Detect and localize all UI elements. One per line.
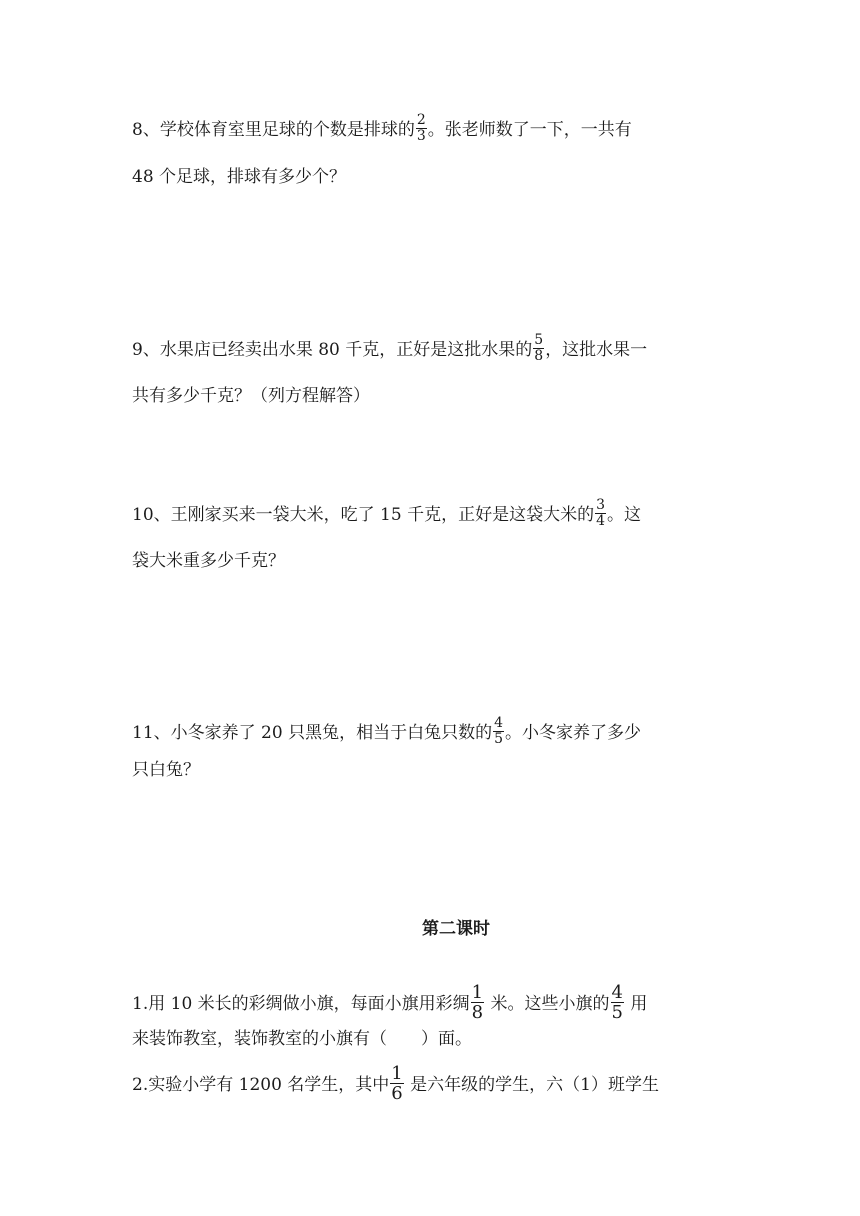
p1-line-2: 来装饰教室，装饰教室的小旗有（ ）面。 — [132, 1029, 472, 1049]
fraction-numerator: 1 — [391, 1063, 403, 1084]
q9-line-1 — [132, 332, 648, 364]
q11-fraction — [493, 716, 504, 747]
p2-text-a: 2.实验小学有 1200 名学生，其中 — [132, 1075, 390, 1095]
fraction-denominator: 5 — [611, 1002, 623, 1023]
fraction-numerator: 3 — [596, 497, 605, 513]
q10-line-2: 袋大米重多少千克？ — [132, 551, 285, 571]
fraction-numerator: 1 — [471, 982, 484, 1003]
p1-text-a: 1.用 10 米长的彩绸做小旗，每面小旗用彩绸 — [132, 994, 470, 1014]
p1-text-b: 米。这些小旗的 — [485, 994, 610, 1014]
p2-fraction — [390, 1064, 403, 1103]
p1-fraction-1 — [471, 983, 484, 1022]
p2-line-1 — [132, 1063, 659, 1104]
q8-fraction — [416, 113, 427, 144]
fraction-denominator: 5 — [494, 731, 503, 747]
q8-text-pre: 8、学校体育室里足球的个数是排球的 — [132, 120, 415, 140]
q10-line-1 — [132, 497, 641, 529]
q8-line-2: 48 个足球，排球有多少个？ — [132, 167, 347, 187]
q10-text-post: 。这 — [607, 505, 641, 525]
q8-text-post: 。张老师数了一下，一共有 — [427, 120, 632, 140]
p1-line-1 — [132, 982, 648, 1023]
p2-text-b: 是六年级的学生，六（1）班学生 — [404, 1075, 659, 1095]
fraction-numerator: 5 — [534, 332, 544, 348]
q10-fraction — [595, 498, 606, 529]
fraction-numerator: 4 — [611, 982, 623, 1003]
fraction-denominator: 4 — [596, 513, 605, 529]
q11-text-pre: 11、小冬家养了 20 只黑兔，相当于白兔只数的 — [132, 723, 493, 743]
fraction-denominator: 3 — [416, 128, 426, 144]
p1-fraction-2 — [611, 983, 624, 1022]
q11-line-2: 只白兔？ — [132, 760, 200, 780]
q11-text-post: 。小冬家养了多少 — [505, 723, 641, 743]
q8-line-1 — [132, 112, 632, 144]
p1-text-c: 用 — [624, 994, 648, 1014]
q10-text-pre: 10、王刚家买来一袋大米，吃了 15 千克，正好是这袋大米的 — [132, 505, 595, 525]
fraction-numerator: 4 — [494, 715, 503, 731]
q9-line-2: 共有多少千克？（列方程解答） — [132, 386, 370, 406]
section-title: 第二课时 — [422, 919, 490, 939]
q9-fraction — [533, 333, 544, 364]
q11-line-1 — [132, 715, 641, 747]
q9-text-pre: 9、水果店已经卖出水果 80 千克，正好是这批水果的 — [132, 340, 533, 360]
fraction-numerator: 2 — [416, 112, 426, 128]
fraction-denominator: 6 — [391, 1083, 403, 1104]
fraction-denominator: 8 — [534, 348, 544, 364]
fraction-denominator: 8 — [471, 1002, 484, 1023]
q9-text-post: ，这批水果一 — [545, 340, 648, 360]
